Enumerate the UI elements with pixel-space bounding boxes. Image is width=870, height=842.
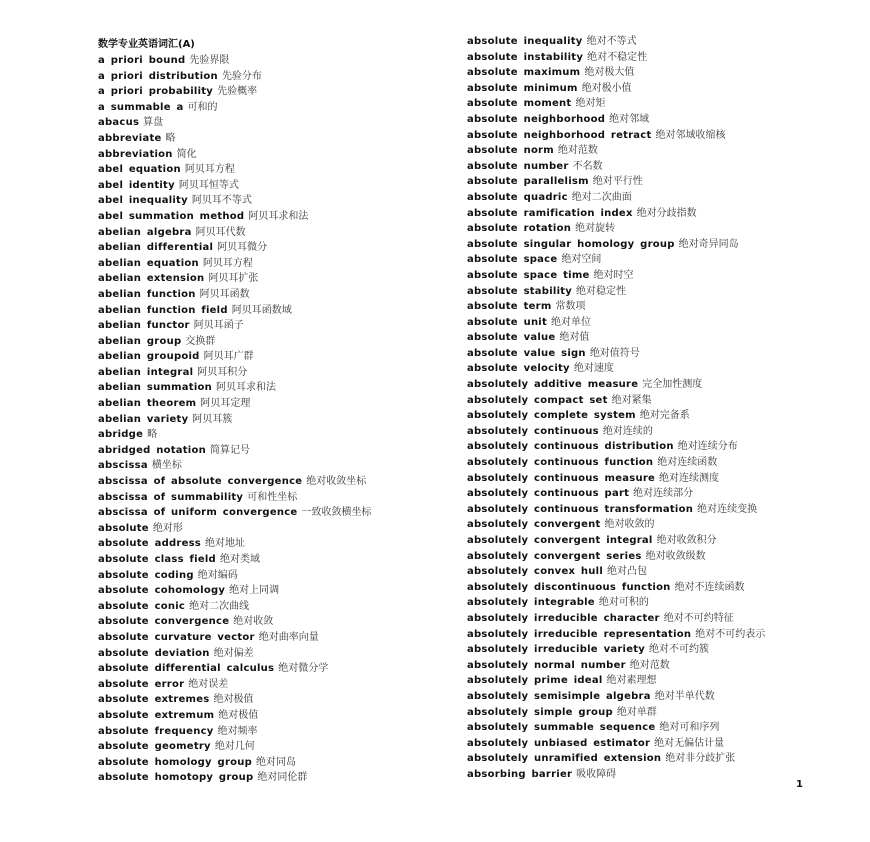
glossary-entry bbox=[467, 408, 847, 424]
entry-term: abelian functor bbox=[98, 320, 190, 332]
glossary-entry bbox=[98, 225, 458, 241]
glossary-entry bbox=[467, 330, 847, 346]
entry-translation: 绝对速度 bbox=[573, 363, 614, 375]
entry-term: abbreviation bbox=[98, 148, 173, 160]
glossary-entry bbox=[98, 568, 458, 584]
glossary-entry bbox=[467, 533, 847, 549]
entry-translation: 绝对连续变换 bbox=[697, 503, 758, 515]
glossary-entry bbox=[98, 599, 458, 615]
glossary-entry bbox=[98, 708, 458, 724]
glossary-entry bbox=[467, 377, 847, 393]
glossary-entry bbox=[98, 193, 458, 209]
entry-translation: 绝对可积的 bbox=[598, 597, 649, 609]
glossary-entry bbox=[467, 689, 847, 705]
entry-translation: 绝对几何 bbox=[214, 741, 255, 753]
entry-term: absolute deviation bbox=[98, 647, 210, 659]
entry-translation: 绝对凸包 bbox=[607, 566, 648, 578]
entry-term: absolutely unramified extension bbox=[467, 753, 662, 765]
glossary-entry bbox=[467, 471, 847, 487]
entry-term: abelian summation bbox=[98, 382, 212, 394]
glossary-entry bbox=[467, 720, 847, 736]
entry-term: a priori probability bbox=[98, 86, 214, 98]
entry-translation: 绝对不可约簇 bbox=[649, 644, 710, 656]
right-column bbox=[467, 34, 847, 783]
entry-translation: 先验概率 bbox=[217, 86, 258, 98]
entry-translation: 绝对稳定性 bbox=[576, 285, 627, 297]
entry-term: absolutely continuous measure bbox=[467, 472, 656, 484]
entry-term: abridge bbox=[98, 429, 144, 441]
glossary-entry bbox=[98, 53, 458, 69]
entry-term: absolute instability bbox=[467, 51, 584, 63]
entry-translation: 绝对连续函数 bbox=[657, 457, 718, 469]
glossary-entry bbox=[98, 661, 458, 677]
entry-translation: 完全加性测度 bbox=[642, 379, 703, 391]
entry-translation: 绝对极值 bbox=[213, 694, 254, 706]
entry-term: absolute cohomology bbox=[98, 585, 226, 597]
entry-translation: 绝对范数 bbox=[629, 659, 670, 671]
glossary-entry bbox=[98, 271, 458, 287]
glossary-entry bbox=[467, 393, 847, 409]
entry-term: absolute frequency bbox=[98, 725, 214, 737]
glossary-entry bbox=[467, 50, 847, 66]
glossary-entry bbox=[467, 658, 847, 674]
entry-term: absolutely irreducible variety bbox=[467, 644, 646, 656]
glossary-entry bbox=[98, 458, 458, 474]
glossary-entry bbox=[467, 595, 847, 611]
glossary-entry bbox=[98, 84, 458, 100]
glossary-entry bbox=[467, 315, 847, 331]
entry-translation: 吸收障碍 bbox=[576, 768, 617, 780]
entry-translation: 绝对邻域收缩核 bbox=[655, 129, 726, 141]
glossary-entry bbox=[98, 131, 458, 147]
glossary-entry bbox=[467, 502, 847, 518]
entry-translation: 绝对完备系 bbox=[639, 410, 690, 422]
entry-translation: 绝对值符号 bbox=[589, 347, 640, 359]
entry-term: absolute curvature vector bbox=[98, 631, 255, 643]
glossary-entry bbox=[98, 677, 458, 693]
entry-translation: 阿贝耳微分 bbox=[217, 242, 268, 254]
entry-term: abbreviate bbox=[98, 132, 162, 144]
glossary-entry bbox=[98, 646, 458, 662]
glossary-entry bbox=[98, 692, 458, 708]
entry-translation: 绝对极小值 bbox=[581, 82, 632, 94]
entry-translation: 绝对连续分布 bbox=[677, 441, 738, 453]
glossary-entry bbox=[467, 346, 847, 362]
glossary-entry bbox=[98, 396, 458, 412]
glossary-entry bbox=[98, 770, 458, 786]
entry-term: absolute space time bbox=[467, 269, 590, 281]
glossary-entry bbox=[98, 318, 458, 334]
entry-term: absolute quadric bbox=[467, 191, 568, 203]
entry-term: abscissa bbox=[98, 460, 148, 472]
entry-term: abelian theorem bbox=[98, 398, 197, 410]
glossary-entry bbox=[98, 536, 458, 552]
glossary-entry bbox=[98, 240, 458, 256]
entry-translation: 绝对收敛坐标 bbox=[306, 476, 367, 488]
entry-term: absolute neighborhood bbox=[467, 113, 606, 125]
glossary-entry bbox=[467, 486, 847, 502]
entry-term: absolute homology group bbox=[98, 756, 253, 768]
document-title: 数学专业英语词汇(A) bbox=[98, 39, 195, 50]
entry-translation: 阿贝耳定理 bbox=[200, 398, 251, 410]
entry-translation: 绝对值 bbox=[559, 332, 590, 344]
entry-translation: 绝对平行性 bbox=[592, 176, 643, 188]
glossary-entry bbox=[467, 159, 847, 175]
entry-translation: 一致收敛横坐标 bbox=[301, 507, 372, 519]
glossary-entry bbox=[467, 299, 847, 315]
entry-translation: 绝对分歧指数 bbox=[636, 207, 697, 219]
entry-translation: 绝对奇异同岛 bbox=[678, 238, 739, 250]
entry-translation: 绝对极大值 bbox=[584, 67, 635, 79]
glossary-entry bbox=[467, 517, 847, 533]
glossary-entry bbox=[98, 427, 458, 443]
entry-term: absolute norm bbox=[467, 145, 554, 157]
entry-translation: 绝对矩 bbox=[575, 98, 606, 110]
entry-translation: 阿贝耳函子 bbox=[193, 320, 244, 332]
entry-translation: 绝对微分学 bbox=[278, 663, 329, 675]
entry-translation: 交换群 bbox=[185, 335, 216, 347]
entry-translation: 绝对无偏估计量 bbox=[654, 737, 725, 749]
entry-term: absolutely prime ideal bbox=[467, 675, 603, 687]
entry-term: absolutely continuous distribution bbox=[467, 441, 674, 453]
entry-term: absolute bbox=[98, 522, 149, 534]
entry-term: absolutely continuous transformation bbox=[467, 503, 694, 515]
glossary-entry bbox=[467, 439, 847, 455]
glossary-entry bbox=[98, 521, 458, 537]
entry-term: absolute moment bbox=[467, 98, 572, 110]
entry-term: absolutely additive measure bbox=[467, 379, 639, 391]
entry-translation: 绝对时空 bbox=[593, 269, 634, 281]
entry-term: absolutely continuous bbox=[467, 425, 599, 437]
glossary-entry bbox=[98, 365, 458, 381]
entry-translation: 可和的 bbox=[187, 101, 218, 113]
right-entry-list bbox=[467, 34, 847, 783]
entry-translation: 阿贝耳簇 bbox=[192, 413, 233, 425]
entry-term: absolute unit bbox=[467, 316, 548, 328]
glossary-entry bbox=[467, 284, 847, 300]
entry-term: absolute space bbox=[467, 254, 558, 266]
glossary-entry bbox=[467, 112, 847, 128]
glossary-entry bbox=[467, 206, 847, 222]
entry-term: absolute coding bbox=[98, 569, 194, 581]
entry-translation: 绝对极值 bbox=[218, 709, 259, 721]
glossary-entry bbox=[467, 237, 847, 253]
entry-term: absolute inequality bbox=[467, 36, 583, 47]
glossary-entry bbox=[98, 443, 458, 459]
glossary-entry bbox=[98, 69, 458, 85]
entry-term: abscissa of absolute convergence bbox=[98, 476, 303, 488]
entry-translation: 绝对不稳定性 bbox=[587, 51, 648, 63]
entry-term: abel summation method bbox=[98, 210, 245, 222]
entry-translation: 略 bbox=[165, 132, 176, 144]
glossary-entry bbox=[467, 705, 847, 721]
entry-translation: 阿贝耳求和法 bbox=[216, 382, 276, 394]
entry-term: absolute parallelism bbox=[467, 176, 589, 188]
entry-term: absolutely semisimple algebra bbox=[467, 690, 651, 702]
entry-translation: 绝对误差 bbox=[188, 678, 229, 690]
entry-translation: 绝对收敛级数 bbox=[645, 550, 706, 562]
glossary-entry bbox=[467, 424, 847, 440]
glossary-entry bbox=[98, 287, 458, 303]
entry-term: absolutely integrable bbox=[467, 597, 595, 609]
entry-translation: 阿贝耳方程 bbox=[184, 164, 235, 176]
glossary-entry bbox=[467, 252, 847, 268]
entry-translation: 常数项 bbox=[555, 301, 586, 313]
page-number: 1 bbox=[796, 779, 803, 790]
glossary-entry bbox=[467, 361, 847, 377]
glossary-entry bbox=[98, 724, 458, 740]
entry-translation: 算盘 bbox=[143, 117, 164, 129]
glossary-entry bbox=[98, 115, 458, 131]
entry-term: absolute singular homology group bbox=[467, 238, 675, 250]
glossary-entry bbox=[467, 143, 847, 159]
entry-term: abelian differential bbox=[98, 242, 214, 254]
entry-translation: 横坐标 bbox=[151, 460, 182, 472]
entry-term: abelian variety bbox=[98, 413, 189, 425]
entry-translation: 绝对紧集 bbox=[611, 394, 652, 406]
entry-term: absolute term bbox=[467, 301, 552, 313]
glossary-entry bbox=[467, 174, 847, 190]
entry-translation: 阿贝耳方程 bbox=[202, 257, 253, 269]
entry-term: absolute conic bbox=[98, 600, 186, 612]
entry-translation: 阿贝耳代数 bbox=[195, 226, 246, 238]
entry-term: absolutely convergent series bbox=[467, 550, 642, 562]
entry-term: absolute velocity bbox=[467, 363, 570, 375]
entry-translation: 绝对收敛积分 bbox=[656, 535, 717, 546]
entry-term: absolutely irreducible character bbox=[467, 612, 660, 624]
entry-term: abelian equation bbox=[98, 257, 199, 269]
glossary-entry bbox=[98, 100, 458, 116]
entry-term: absolutely simple group bbox=[467, 706, 613, 718]
glossary-entry bbox=[467, 549, 847, 565]
entry-translation: 绝对二次曲线 bbox=[189, 600, 250, 612]
glossary-entry bbox=[467, 611, 847, 627]
entry-translation: 绝对编码 bbox=[197, 569, 238, 581]
entry-term: a priori distribution bbox=[98, 70, 218, 82]
entry-translation: 绝对半单代数 bbox=[654, 690, 715, 702]
entry-term: absolutely unbiased estimator bbox=[467, 737, 651, 749]
glossary-entry bbox=[98, 162, 458, 178]
entry-term: absolutely normal number bbox=[467, 659, 626, 671]
glossary-entry bbox=[467, 642, 847, 658]
glossary-entry bbox=[467, 580, 847, 596]
entry-term: abel inequality bbox=[98, 195, 188, 207]
entry-term: abelian integral bbox=[98, 366, 194, 378]
entry-term: absolute class field bbox=[98, 554, 216, 565]
entry-translation: 先验界限 bbox=[189, 55, 230, 66]
glossary-entry bbox=[98, 490, 458, 506]
entry-term: absolute extremes bbox=[98, 694, 210, 706]
entry-term: a priori bound bbox=[98, 55, 186, 66]
glossary-entry bbox=[98, 755, 458, 771]
entry-translation: 不名数 bbox=[572, 160, 603, 172]
glossary-entry bbox=[467, 627, 847, 643]
entry-term: absolute extremum bbox=[98, 709, 215, 721]
entry-translation: 绝对二次曲面 bbox=[571, 191, 632, 203]
glossary-entry bbox=[467, 564, 847, 580]
entry-term: abscissa of summability bbox=[98, 491, 244, 503]
entry-translation: 绝对不可约表示 bbox=[695, 628, 766, 640]
glossary-entry bbox=[98, 303, 458, 319]
entry-term: absolutely convex hull bbox=[467, 566, 604, 578]
entry-term: absolute geometry bbox=[98, 741, 211, 753]
entry-term: absolute differential calculus bbox=[98, 663, 275, 675]
glossary-entry bbox=[98, 614, 458, 630]
entry-translation: 绝对曲率向量 bbox=[258, 631, 319, 643]
entry-translation: 阿贝耳函数域 bbox=[231, 304, 292, 316]
glossary-entry bbox=[98, 505, 458, 521]
entry-term: absolute value sign bbox=[467, 347, 586, 359]
entry-translation: 绝对连续测度 bbox=[659, 472, 720, 484]
entry-term: absolute convergence bbox=[98, 616, 230, 628]
entry-translation: 绝对连续部分 bbox=[633, 488, 694, 500]
glossary-entry bbox=[467, 221, 847, 237]
entry-translation: 可和性坐标 bbox=[247, 491, 298, 503]
entry-term: absolute address bbox=[98, 538, 202, 550]
entry-translation: 绝对可和序列 bbox=[659, 722, 720, 734]
entry-translation: 绝对空间 bbox=[561, 254, 602, 266]
entry-translation: 绝对单位 bbox=[551, 316, 592, 328]
entry-term: absolutely complete system bbox=[467, 410, 636, 422]
entry-term: abelian group bbox=[98, 335, 182, 347]
entry-term: abscissa of uniform convergence bbox=[98, 507, 298, 519]
entry-term: abel identity bbox=[98, 179, 175, 191]
glossary-entry bbox=[98, 334, 458, 350]
entry-term: a summable a bbox=[98, 101, 184, 113]
entry-translation: 绝对单群 bbox=[616, 706, 657, 718]
glossary-entry bbox=[467, 455, 847, 471]
glossary-entry bbox=[98, 630, 458, 646]
glossary-entry bbox=[467, 65, 847, 81]
glossary-entry bbox=[98, 209, 458, 225]
entry-translation: 绝对非分歧扩张 bbox=[665, 753, 736, 765]
entry-translation: 绝对不等式 bbox=[586, 36, 637, 47]
entry-term: absolutely continuous function bbox=[467, 457, 654, 469]
entry-term: absolutely continuous part bbox=[467, 488, 630, 500]
entry-term: absolutely discontinuous function bbox=[467, 581, 671, 593]
entry-term: abelian function field bbox=[98, 304, 228, 316]
entry-translation: 阿贝耳广群 bbox=[203, 351, 254, 363]
entry-translation: 略 bbox=[147, 429, 158, 441]
entry-translation: 绝对旋转 bbox=[575, 223, 616, 235]
entry-translation: 绝对形 bbox=[152, 522, 183, 534]
glossary-entry bbox=[467, 751, 847, 767]
entry-translation: 绝对同伦群 bbox=[257, 772, 308, 784]
entry-translation: 绝对上同调 bbox=[229, 585, 280, 597]
entry-term: absolute homotopy group bbox=[98, 772, 254, 784]
entry-translation: 绝对收敛 bbox=[233, 616, 274, 628]
entry-term: abridged notation bbox=[98, 444, 206, 456]
entry-term: abelian function bbox=[98, 288, 196, 300]
entry-term: absorbing barrier bbox=[467, 768, 573, 780]
entry-translation: 绝对素理想 bbox=[606, 675, 657, 687]
glossary-entry bbox=[467, 128, 847, 144]
entry-translation: 阿贝耳扩张 bbox=[208, 273, 259, 285]
entry-term: absolutely convergent bbox=[467, 519, 601, 531]
entry-translation: 绝对偏差 bbox=[213, 647, 254, 659]
entry-translation: 绝对频率 bbox=[217, 725, 258, 737]
glossary-entry bbox=[467, 190, 847, 206]
entry-term: absolute rotation bbox=[467, 223, 572, 235]
glossary-entry bbox=[467, 268, 847, 284]
entry-translation: 阿贝耳不等式 bbox=[191, 195, 252, 207]
entry-term: abelian groupoid bbox=[98, 351, 200, 363]
glossary-entry bbox=[98, 380, 458, 396]
entry-translation: 绝对同岛 bbox=[256, 756, 297, 768]
entry-translation: 绝对地址 bbox=[205, 538, 246, 550]
glossary-entry bbox=[467, 34, 847, 50]
entry-term: absolute stability bbox=[467, 285, 573, 297]
glossary-entry bbox=[98, 147, 458, 163]
entry-term: abel equation bbox=[98, 164, 181, 176]
entry-translation: 绝对不连续函数 bbox=[674, 581, 745, 593]
entry-term: absolute value bbox=[467, 332, 556, 344]
entry-translation: 先验分布 bbox=[221, 70, 262, 82]
entry-term: absolute number bbox=[467, 160, 569, 172]
entry-translation: 简化 bbox=[176, 148, 197, 160]
glossary-entry bbox=[98, 178, 458, 194]
entry-translation: 绝对收敛的 bbox=[604, 519, 655, 531]
entry-translation: 绝对范数 bbox=[557, 145, 598, 157]
entry-term: absolute error bbox=[98, 678, 185, 690]
glossary-entry bbox=[98, 739, 458, 755]
entry-translation: 阿贝耳函数 bbox=[199, 288, 250, 300]
glossary-entry bbox=[98, 552, 458, 568]
left-entry-list bbox=[98, 53, 458, 786]
entry-translation: 绝对邻域 bbox=[609, 113, 650, 125]
entry-term: absolutely compact set bbox=[467, 394, 608, 406]
entry-term: absolutely irreducible representation bbox=[467, 628, 692, 640]
entry-term: absolute maximum bbox=[467, 67, 581, 79]
entry-term: absolute neighborhood retract bbox=[467, 129, 652, 141]
left-column bbox=[98, 34, 458, 786]
glossary-entry bbox=[98, 583, 458, 599]
glossary-entry bbox=[467, 736, 847, 752]
glossary-entry bbox=[467, 673, 847, 689]
entry-translation: 阿贝耳积分 bbox=[197, 366, 248, 378]
glossary-entry bbox=[98, 412, 458, 428]
entry-translation: 阿贝耳求和法 bbox=[248, 210, 309, 222]
entry-term: abelian algebra bbox=[98, 226, 192, 238]
entry-translation: 绝对连续的 bbox=[602, 425, 653, 437]
glossary-entry bbox=[467, 767, 847, 783]
entry-term: absolutely summable sequence bbox=[467, 722, 656, 734]
entry-term: absolute minimum bbox=[467, 82, 578, 94]
glossary-entry bbox=[98, 474, 458, 490]
entry-term: absolute ramification index bbox=[467, 207, 633, 219]
entry-term: abelian extension bbox=[98, 273, 205, 285]
glossary-entry bbox=[467, 96, 847, 112]
entry-term: absolutely convergent integral bbox=[467, 535, 653, 546]
entry-translation: 绝对类域 bbox=[219, 554, 260, 565]
glossary-entry bbox=[98, 349, 458, 365]
entry-translation: 绝对不可约特征 bbox=[663, 612, 734, 624]
entry-translation: 简算记号 bbox=[209, 444, 250, 456]
entry-term: abacus bbox=[98, 117, 140, 129]
glossary-entry bbox=[98, 256, 458, 272]
entry-translation: 阿贝耳恒等式 bbox=[178, 179, 239, 191]
glossary-entry bbox=[467, 81, 847, 97]
